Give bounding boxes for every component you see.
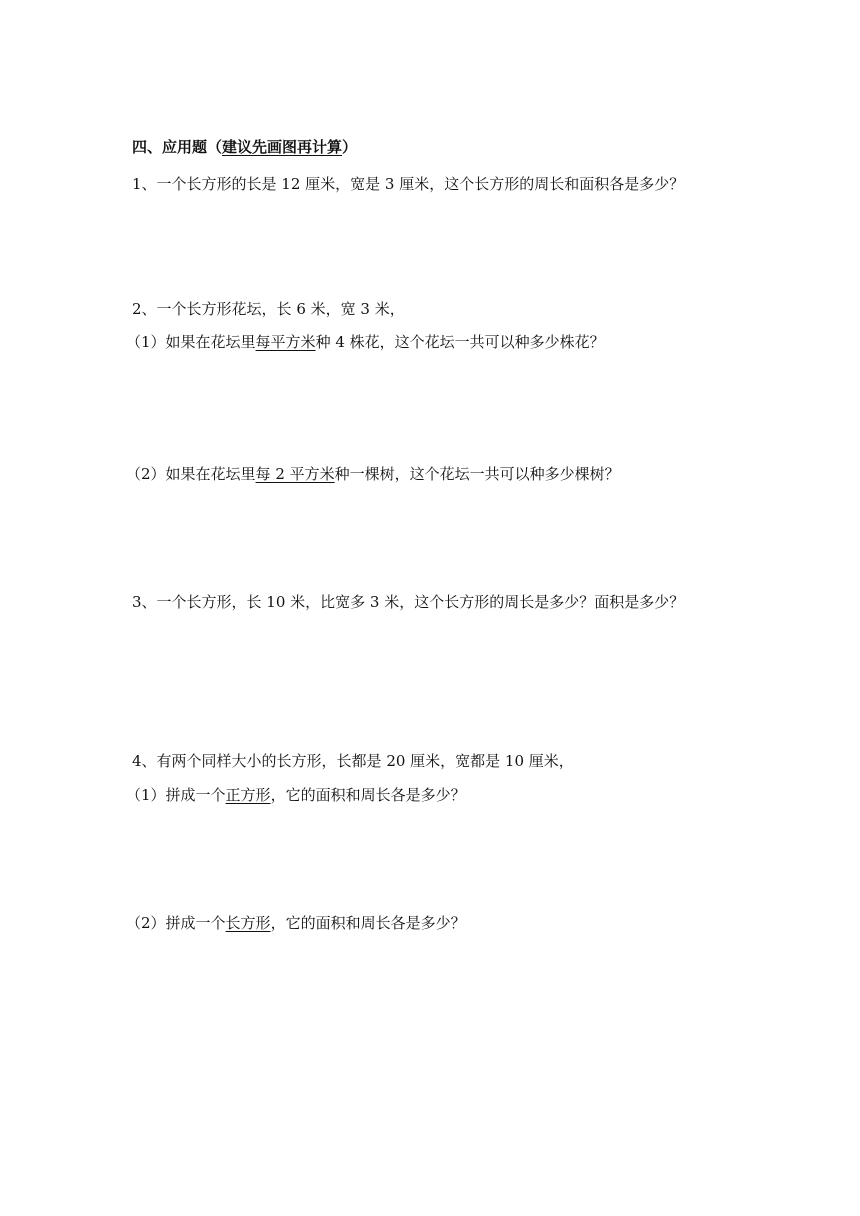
question-4-part-2-underlined: 长方形 (225, 914, 271, 932)
question-2-part-1-after: 种 4 株花，这个花坛一共可以种多少株花？ (315, 333, 605, 351)
question-4-part-1-after: ，它的面积和周长各是多少？ (270, 786, 466, 804)
question-3: 3、一个长方形，长 10 米，比宽多 3 米，这个长方形的周长是多少？面积是多少？ (132, 593, 685, 611)
question-2-part-2 (126, 464, 620, 484)
section-heading-prefix: 四、应用题（ (132, 138, 223, 156)
section-heading-suffix: ） (342, 138, 358, 156)
question-2-part-2-before: （2）如果在花坛里 (126, 465, 256, 483)
question-4-part-2 (126, 913, 466, 933)
question-4-part-1-underlined: 正方形 (225, 786, 271, 804)
question-2: 2、一个长方形花坛，长 6 米，宽 3 米， (132, 300, 405, 318)
question-4-part-1-before: （1）拼成一个 (126, 786, 226, 804)
section-heading-hint: 建议先画图再计算 (222, 138, 343, 156)
question-4: 4、有两个同样大小的长方形，长都是 20 厘米，宽都是 10 厘米， (132, 752, 574, 770)
question-2-part-2-after: 种一棵树，这个花坛一共可以种多少棵树？ (334, 465, 620, 483)
question-4-part-2-after: ，它的面积和周长各是多少？ (270, 914, 466, 932)
question-2-part-1 (126, 332, 605, 352)
question-1: 1、一个长方形的长是 12 厘米，宽是 3 厘米，这个长方形的周长和面积各是多少？ (132, 175, 685, 193)
question-4-part-2-before: （2）拼成一个 (126, 914, 226, 932)
question-2-part-1-underlined: 每平方米 (255, 333, 316, 351)
section-heading (132, 137, 357, 157)
question-2-part-1-before: （1）如果在花坛里 (126, 333, 256, 351)
question-2-part-2-underlined: 每 2 平方米 (255, 465, 335, 483)
question-4-part-1 (126, 785, 466, 805)
